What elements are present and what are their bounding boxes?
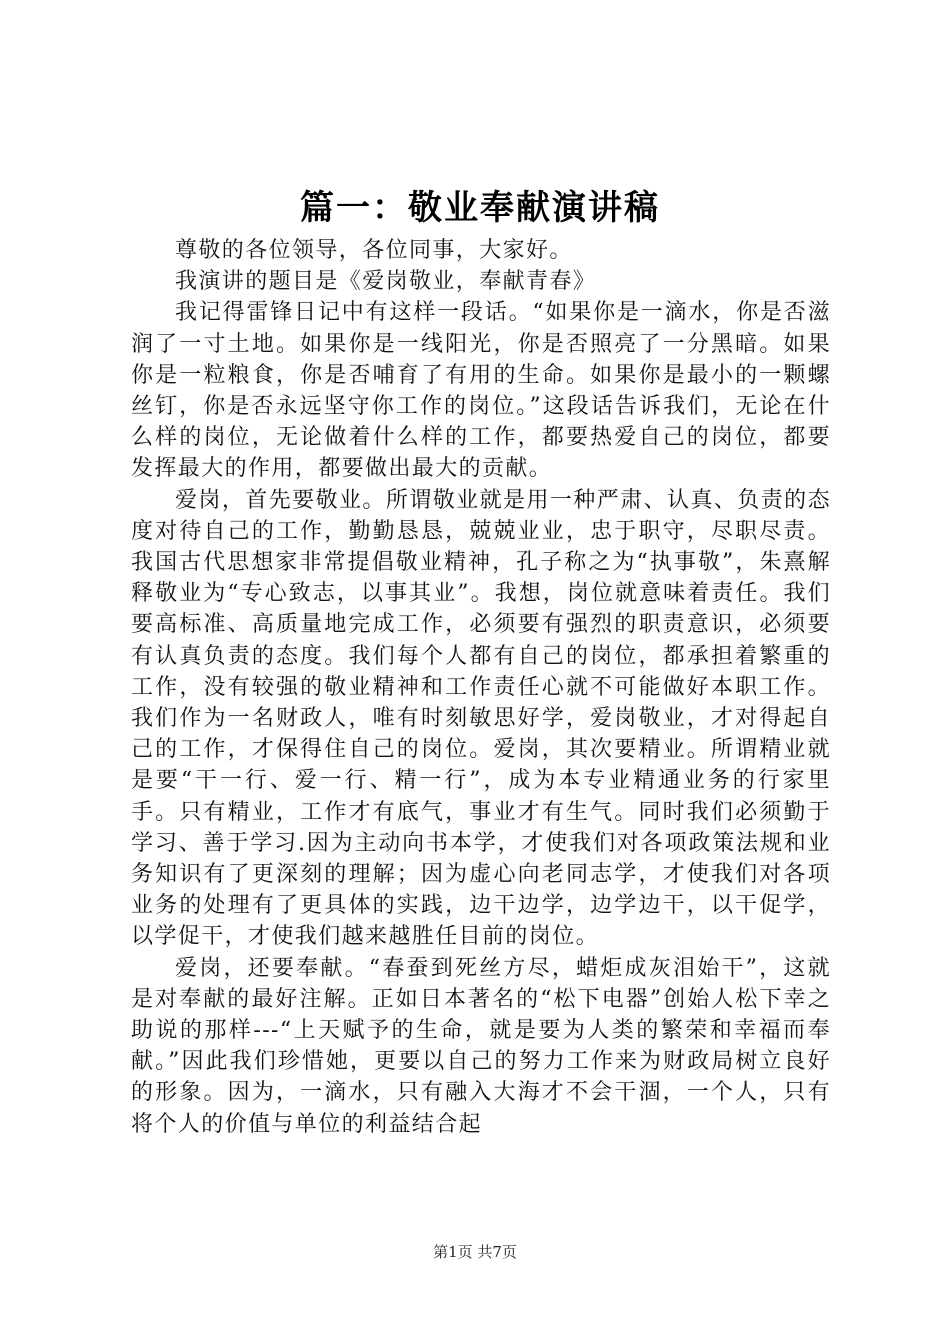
page-number-footer: 第1页 共7页: [433, 1243, 517, 1261]
paragraph-greeting: 尊敬的各位领导，各位同事，大家好。: [175, 238, 573, 263]
paragraph-dedication: 爱岗，首先要敬业。所谓敬业就是用一种严肃、认真、负责的态度对待自己的工作，勤勤恳恳，兢兢业业，忠于职守，尽职尽责。我国古代思想家非常提倡敬业精神，孔子称之为“执事敬”，朱熹解释敬业为“专心致志，以事其业”。我想，岗位就意味着责任。我们要高标准、高质量地完成工作，必须要有强烈的职责意识，必须要有认真负责的态度。我们每个人都有自己的岗位，都承担着繁重的工作，没有较强的敬业精神和工作责任心就不可能做好本职工作。我们作为一名财政人，唯有时刻敏思好学，爱岗敬业，才对得起自己的工作，才保得住自己的岗位。爱岗，其次要精业。所谓精业就是要“干一行、爱一行、精一行”，成为本专业精通业务的行家里手。只有精业，工作才有底气，事业才有生气。同时我们必须勤于学习、善于学习.因为主动向书本学，才使我们对各项政策法规和业务知识有了更深刻的理解；因为虚心向老同志学，才使我们对各项业务的处理有了更具体的实践，边干边学，边学边干，以干促学，以学促干，才使我们越来越胜任目前的岗位。: [131, 487, 831, 950]
document-title: 篇一：敬业奉献演讲稿: [300, 188, 660, 228]
document-body: [131, 235, 831, 1140]
paragraph-contribution: 爱岗，还要奉献。“春蚕到死丝方尽，蜡炬成灰泪始干”，这就是对奉献的最好注解。正如日本著名的“松下电器”创始人松下幸之助说的那样---“上天赋予的生命，就是要为人类的繁荣和幸福而奉献。”因此我们珍惜她，更要以自己的努力工作来为财政局树立良好的形象。因为，一滴水，只有融入大海才不会干涸，一个人，只有将个人的价值与单位的利益结合起: [131, 955, 831, 1137]
paragraph-leifeng: 我记得雷锋日记中有这样一段话。“如果你是一滴水，你是否滋润了一寸土地。如果你是一线阳光，你是否照亮了一分黑暗。如果你是一粒粮食，你是否哺育了有用的生命。如果你是最小的一颗螺丝钉，你是否永远坚守你工作的岗位。”这段话告诉我们，无论在什么样的岗位，无论做着什么样的工作，都要热爱自己的岗位，都要发挥最大的作用，都要做出最大的贡献。: [131, 300, 831, 482]
paragraph-topic: 我演讲的题目是《爱岗敬业，奉献青春》: [175, 269, 597, 295]
